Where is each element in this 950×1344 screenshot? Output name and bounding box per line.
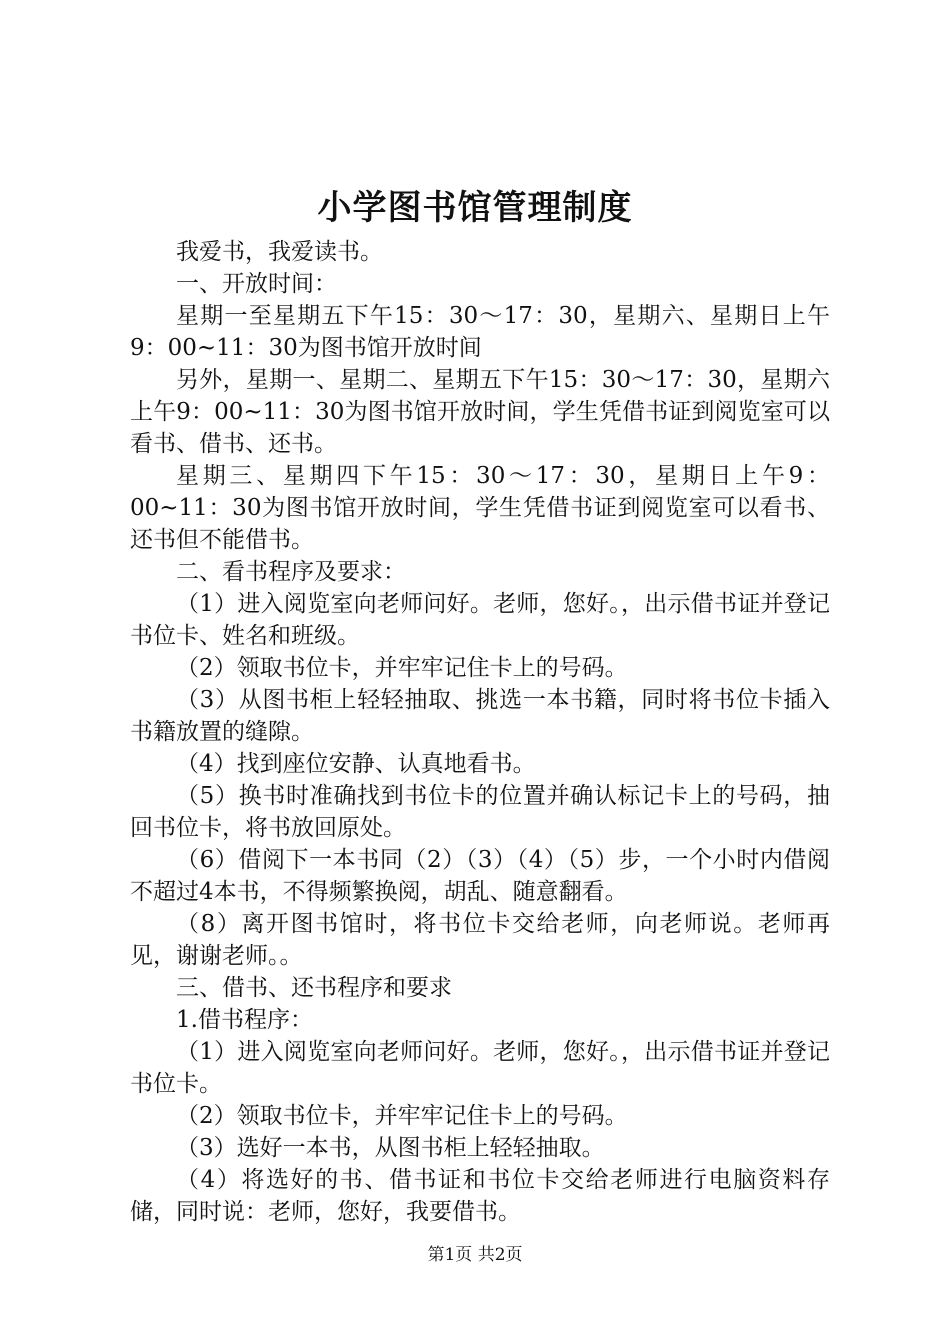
list-item: （3）选好一本书，从图书柜上轻轻抽取。 bbox=[176, 1135, 605, 1161]
page-footer: 第1页 共2页 bbox=[427, 1245, 523, 1265]
list-item: （2）领取书位卡，并牢牢记住卡上的号码。 bbox=[176, 655, 628, 681]
list-item: （4）找到座位安静、认真地看书。 bbox=[176, 751, 536, 777]
list-item: （2）领取书位卡，并牢牢记住卡上的号码。 bbox=[176, 1103, 628, 1129]
list-item: （3）从图书柜上轻轻抽取、挑选一本书籍，同时将书位卡插入书籍放置的缝隙。 bbox=[130, 687, 830, 745]
list-item: （1）进入阅览室向老师问好。老师，您好。，出示借书证并登记书位卡。 bbox=[130, 1039, 830, 1097]
list-item: （1）进入阅览室向老师问好。老师，您好。，出示借书证并登记书位卡、姓名和班级。 bbox=[130, 591, 830, 649]
document-body bbox=[130, 236, 830, 1228]
section-heading: 三、借书、还书程序和要求 bbox=[176, 975, 452, 1001]
subsection-heading: 1.借书程序： bbox=[176, 1007, 313, 1033]
paragraph: 星期一至星期五下午15：30～17：30，星期六、星期日上午9：00~11：30为图书馆开放时间 bbox=[130, 303, 830, 361]
section-heading: 一、开放时间： bbox=[176, 271, 337, 297]
paragraph: 我爱书，我爱读书。 bbox=[176, 239, 383, 265]
list-item: （5）换书时准确找到书位卡的位置并确认标记卡上的号码，抽回书位卡，将书放回原处。 bbox=[130, 783, 830, 841]
paragraph: 另外，星期一、星期二、星期五下午15：30～17：30，星期六上午9：00~11：30为图书馆开放时间，学生凭借书证到阅览室可以看书、借书、还书。 bbox=[130, 367, 830, 457]
section-heading: 二、看书程序及要求： bbox=[176, 559, 406, 585]
page-title: 小学图书馆管理制度 bbox=[317, 188, 633, 228]
list-item: （6）借阅下一本书同（2）（3）（4）（5）步，一个小时内借阅不超过4本书，不得频繁换阅，胡乱、随意翻看。 bbox=[130, 847, 830, 905]
list-item: （8）离开图书馆时，将书位卡交给老师，向老师说。老师再见，谢谢老师。。 bbox=[130, 911, 830, 969]
paragraph: 星期三、星期四下午15：30～17：30，星期日上午9：00~11：30为图书馆开放时间，学生凭借书证到阅览室可以看书、还书但不能借书。 bbox=[130, 463, 830, 553]
list-item: （4）将选好的书、借书证和书位卡交给老师进行电脑资料存储，同时说：老师，您好，我要借书。 bbox=[130, 1167, 830, 1225]
